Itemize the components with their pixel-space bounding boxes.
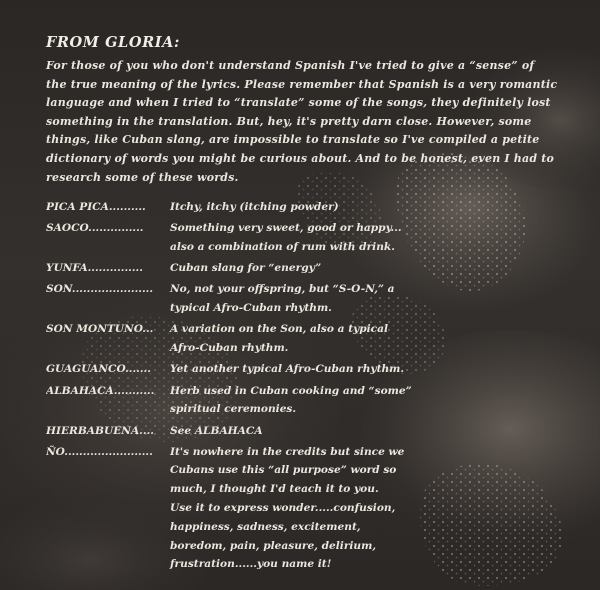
definition-line: Cubans use this “all purpose” word so	[170, 464, 397, 477]
definition-line: Cuban slang for “energy”	[170, 262, 322, 275]
definition-line: also a combination of rum with drink.	[170, 240, 395, 253]
definition-line: Use it to express wonder.....confusion,	[170, 502, 396, 515]
glossary-definition	[170, 198, 460, 217]
definition-line: No, not your offspring, but “S-O-N,” a	[170, 283, 395, 296]
glossary-definition	[170, 382, 460, 420]
definition-line: Herb used in Cuban cooking and “some”	[170, 384, 412, 397]
definition-line: happiness, sadness, excitement,	[170, 520, 361, 533]
definition-line: boredom, pain, pleasure, delirium,	[170, 539, 377, 552]
intro-paragraph	[46, 57, 566, 187]
glossary-entry-son	[46, 280, 566, 318]
glossary-entry-saoco	[46, 219, 566, 257]
glossary-entry-guaguanco	[46, 360, 566, 379]
glossary-entry-hierbabuena	[46, 422, 566, 441]
definition-line: Something very sweet, good or happy...	[170, 222, 402, 235]
glossary-term: SAOCO...............	[46, 222, 144, 235]
definition-line: Itchy, itchy (itching powder)	[170, 201, 339, 213]
glossary-term: SON......................	[46, 283, 154, 296]
glossary-entry-nyo	[46, 443, 566, 575]
intro-line: language and when I tried to “translate” some of the songs, they definitely lost	[46, 96, 551, 110]
definition-line: much, I thought I'd teach it to you.	[170, 483, 379, 496]
glossary-term: HIERBABUENA....	[46, 424, 154, 437]
glossary-term: YUNFA...............	[46, 262, 143, 275]
glossary-definition	[170, 422, 460, 441]
glossary-definition	[170, 320, 460, 358]
definition-line: spiritual ceremonies.	[170, 403, 297, 416]
definition-line: Afro-Cuban rhythm.	[170, 342, 289, 355]
intro-line: the true meaning of the lyrics. Please remember that Spanish is a very romantic	[46, 77, 558, 91]
intro-line: things, like Cuban slang, are impossible to translate so I've compiled a petite	[46, 133, 540, 147]
definition-line: A variation on the Son, also a typical	[170, 323, 389, 336]
glossary-definition	[170, 259, 460, 278]
glossary-entry-pica-pica	[46, 198, 566, 217]
intro-line: dictionary of words you might be curious about. And to be honest, even I had to	[46, 151, 555, 165]
glossary-definition	[170, 360, 460, 379]
glossary-term: ALBAHACA...........	[46, 384, 155, 397]
glossary-definition	[170, 443, 460, 575]
intro-line: something in the translation. But, hey, it's pretty darn close. However, some	[46, 114, 532, 128]
glossary-definition	[170, 280, 460, 318]
glossary-term: PICA PICA..........	[46, 201, 146, 213]
glossary-list	[46, 198, 566, 577]
glossary-term: SON MONTUNO...	[46, 323, 154, 336]
glossary-entry-albahaca	[46, 382, 566, 420]
glossary-term: ÑO........................	[46, 445, 153, 458]
glossary-entry-yunfa	[46, 259, 566, 278]
glossary-term: GUAGUANCO.......	[46, 363, 151, 376]
definition-line: Yet another typical Afro-Cuban rhythm.	[170, 363, 405, 376]
definition-line: typical Afro-Cuban rhythm.	[170, 302, 332, 315]
glossary-definition	[170, 219, 460, 257]
glossary-entry-son-montuno	[46, 320, 566, 358]
definition-line: frustration......you name it!	[170, 558, 332, 571]
intro-line: research some of these words.	[46, 170, 239, 184]
page-title: FROM GLORIA:	[46, 34, 180, 51]
intro-line: For those of you who don't understand Spanish I've tried to give a “sense” of	[46, 59, 535, 72]
definition-line: It's nowhere in the credits but since we	[170, 445, 405, 458]
definition-line: See ALBAHACA	[170, 424, 263, 437]
